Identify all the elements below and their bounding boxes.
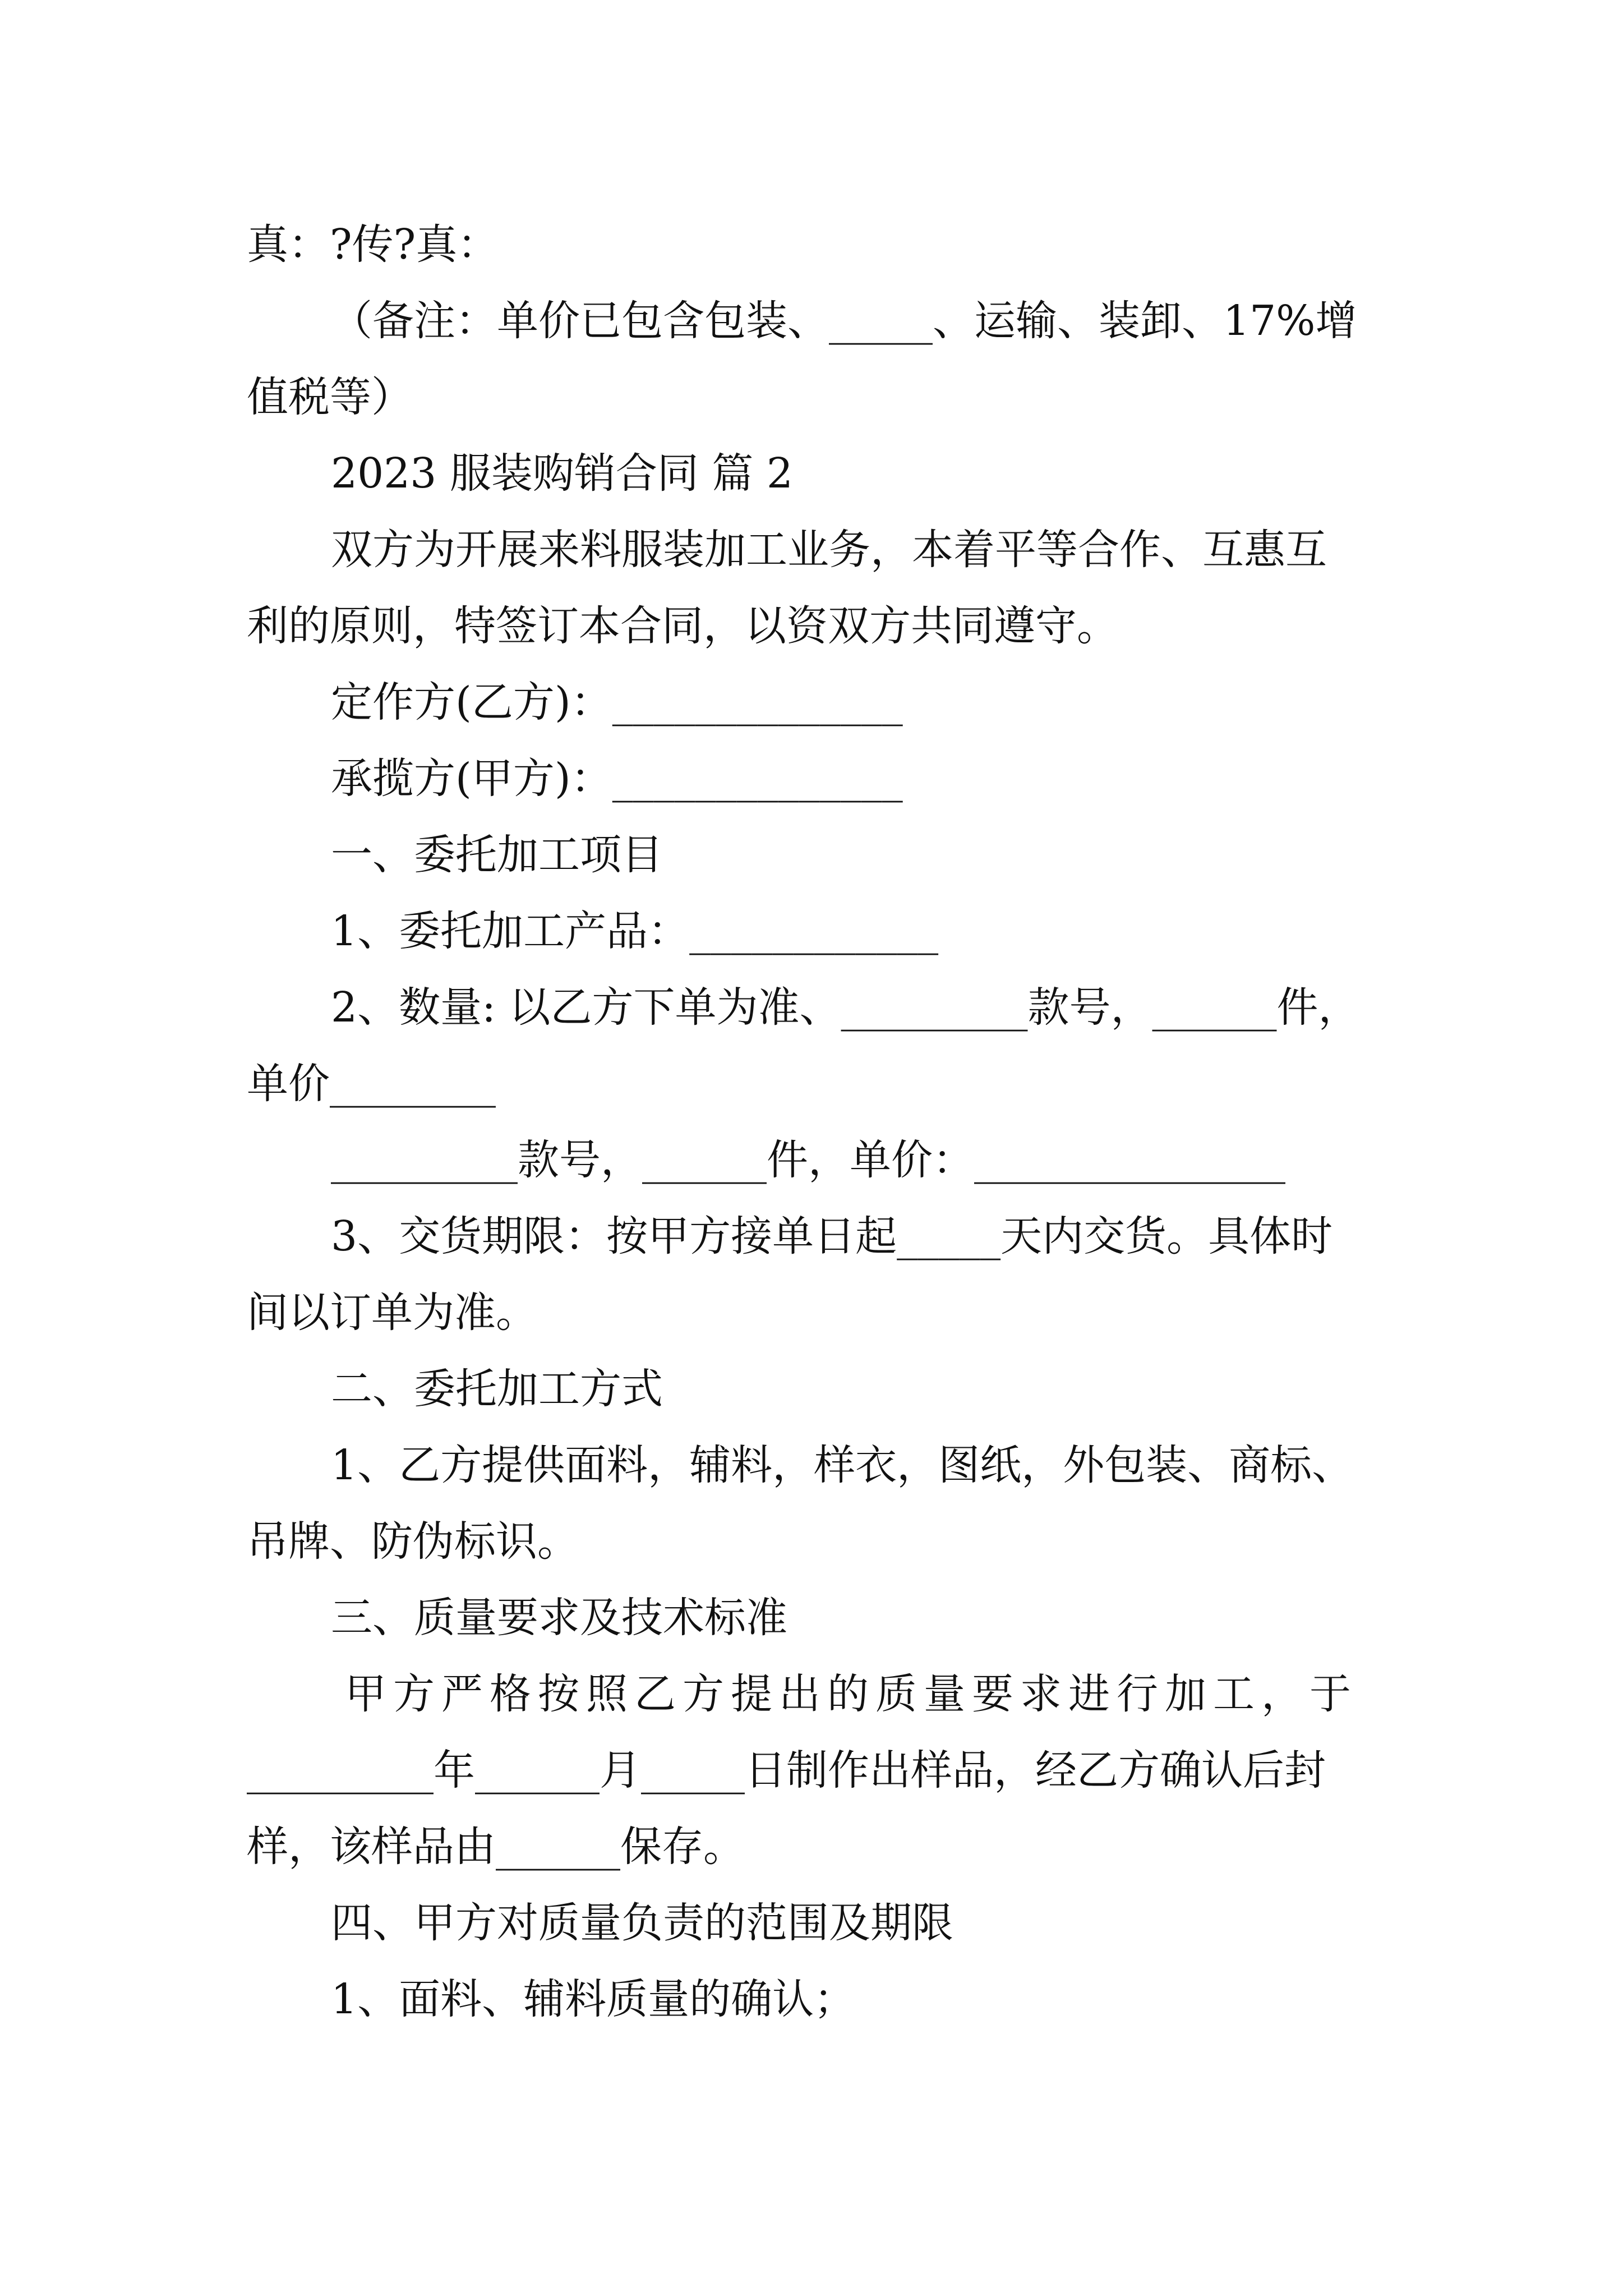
doc-line: （备注：单价已包含包装、_____、运输、装卸、17%增 [331, 297, 1357, 345]
doc-line: 2、数量: 以乙方下单为准、_________款号，______件， [331, 983, 1360, 1032]
doc-line: 值税等） [247, 373, 413, 421]
doc-line: 1、乙方提供面料，辅料，样衣，图纸，外包装、商标、 [331, 1441, 1354, 1489]
doc-line: 双方为开展来料服装加工业务，本着平等合作、互惠互 [331, 526, 1327, 574]
doc-line: 利的原则，特签订本合同，以资双方共同遵守。 [247, 602, 1118, 650]
section-heading: 一、委托加工项目 [331, 831, 663, 879]
doc-line: 承揽方(甲方)：______________ [331, 754, 903, 803]
section-heading: 2023 服装购销合同 篇 2 [331, 449, 793, 498]
doc-line: 定作方(乙方)：______________ [331, 678, 903, 726]
doc-line: 3、交货期限：按甲方接单日起_____天内交货。具体时 [331, 1212, 1333, 1260]
doc-line: 甲方严格按照乙方提出的质量要求进行加工，于 [345, 1670, 1358, 1718]
section-heading: 三、质量要求及技术标准 [331, 1594, 787, 1642]
doc-line: 吊牌、防伪标识。 [247, 1517, 579, 1566]
doc-line: 1、面料、辅料质量的确认； [331, 1975, 856, 2023]
doc-line: 1、委托加工产品：____________ [331, 907, 939, 955]
doc-line: 间以订单为准。 [247, 1289, 537, 1337]
doc-line: 单价________ [247, 1060, 496, 1108]
section-heading: 四、甲方对质量负责的范围及期限 [331, 1899, 953, 1947]
section-heading: 二、委托加工方式 [331, 1365, 663, 1413]
doc-line: 样，该样品由______保存。 [247, 1823, 745, 1871]
doc-line: 真：?传?真： [247, 220, 499, 269]
doc-line: _________年______月_____日制作出样品，经乙方确认后封 [247, 1746, 1326, 1795]
doc-line: _________款号，______件，单价：_______________ [331, 1136, 1285, 1184]
